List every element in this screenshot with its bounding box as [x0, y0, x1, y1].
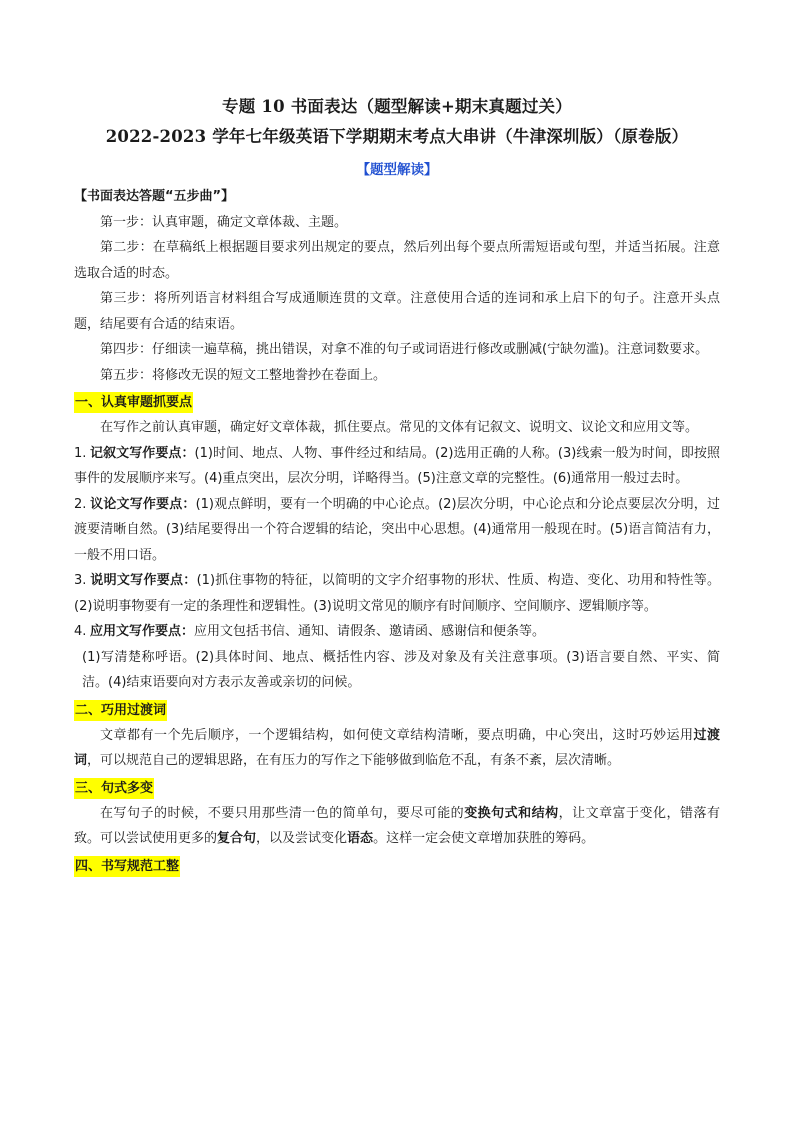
point-label: 记叙文写作要点： [90, 445, 195, 461]
bold-term: 过渡词 [74, 727, 720, 768]
section3-paragraph [74, 801, 720, 852]
point-number: 2. [74, 496, 87, 512]
step-1: 第一步：认真审题，确定文章体裁、主题。 [100, 214, 348, 230]
step-4: 第四步：仔细读一遍草稿，挑出错误，对拿不准的句子或词语进行修改或删减(宁缺勿滥)。注意词数要求。 [100, 342, 709, 357]
bold-term: 语态 [347, 831, 374, 846]
bold-term: 复合句 [217, 831, 257, 846]
section1-intro: 在写作之前认真审题，确定好文章体裁，抓住要点。常见的文体有记叙文、说明文、议论文和应用文等。 [100, 420, 699, 435]
paragraph-text: ，以及尝试变化 [256, 831, 348, 846]
point-text: 应用文包括书信、通知、请假条、邀请函、感谢信和便条等。 [194, 624, 546, 639]
point-expository [74, 568, 720, 619]
step-2: 第二步：在草稿纸上根据题目要求列出规定的要点，然后列出每个要点所需短语或句型，并适当拓展。注意选取合适的时态。 [74, 240, 720, 281]
document-title: 专题 10 书面表达（题型解读+期末真题过关） [222, 97, 572, 116]
section-heading-1: 一、认真审题抓要点 [74, 392, 193, 413]
section2-paragraph [74, 723, 720, 774]
point-narrative [74, 441, 720, 492]
step-5: 第五步：将修改无误的短文工整地誊抄在卷面上。 [100, 367, 387, 383]
paragraph-text: ，让文章富于变化，错落有致。可以尝试使用更多的 [74, 805, 720, 846]
paragraph-text: 。这样一定会使文章增加获胜的筹码。 [373, 831, 595, 846]
intro-heading: 【书面表达答题“五步曲”】 [74, 189, 235, 204]
point-text: (1)抓住事物的特征，以简明的文字介绍事物的形状、性质、构造、变化、功用和特性等。(2)说明事物要有一定的条理性和逻辑性。(3)说明文常见的顺序有时间顺序、空间顺序、逻辑顺序等。 [74, 573, 720, 614]
document-subtitle-line: 2022-2023 学年七年级英语下学期期末考点大串讲（牛津深圳版）（原卷版） [105, 127, 689, 146]
section-heading-3: 三、句式多变 [74, 778, 154, 799]
point-text: (1)时间、地点、人物、事件经过和结局。(2)选用正确的人称。(3)线索一般为时间，即按照事件的发展顺序来写。(4)重点突出，层次分明，详略得当。(5)注意文章的完整性。(6)通常用一般过去时。 [74, 445, 720, 486]
point-practical [74, 619, 720, 645]
point-number: 3. [74, 573, 87, 588]
point-number: 1. [74, 445, 87, 461]
paragraph-text: ，可以规范自己的逻辑思路，在有压力的写作之下能够做到临危不乱，有条不紊，层次清晰。 [87, 753, 621, 768]
point-text: (1)观点鲜明，要有一个明确的中心论点。(2)层次分明，中心论点和分论点要层次分明，过渡要清晰自然。(3)结尾要得出一个符合逻辑的结论，突出中心思想。(4)通常用一般现在时。(5)语言简洁有力，一般不用口语。 [74, 496, 720, 563]
paragraph-text: 文章都有一个先后顺序，一个逻辑结构，如何使文章结构清晰，要点明确，中心突出，这时巧妙运用 [100, 727, 694, 743]
point-label: 议论文写作要点： [90, 496, 196, 512]
point-label: 说明文写作要点： [90, 573, 197, 588]
section-heading-2: 二、巧用过渡词 [74, 700, 167, 721]
practical-details: (1)写清楚称呼语。(2)具体时间、地点、概括性内容、涉及对象及有关注意事项。(3)语言要自然、平实、简洁。(4)结束语要向对方表示友善或亲切的问候。 [82, 649, 720, 690]
point-number: 4. [74, 624, 87, 639]
point-argumentative [74, 492, 720, 569]
point-label: 应用文写作要点： [90, 624, 195, 639]
paragraph-text: 在写句子的时候，不要只用那些清一色的简单句，要尽可能的 [100, 805, 465, 821]
section-banner: 【题型解读】 [356, 162, 438, 178]
section-heading-4: 四、书写规范工整 [74, 856, 180, 877]
step-3: 第三步：将所列语言材料组合写成通顺连贯的文章。注意使用合适的连词和承上启下的句子。注意开头点题，结尾要有合适的结束语。 [74, 291, 720, 332]
bold-term: 变换句式和结构 [464, 805, 559, 821]
